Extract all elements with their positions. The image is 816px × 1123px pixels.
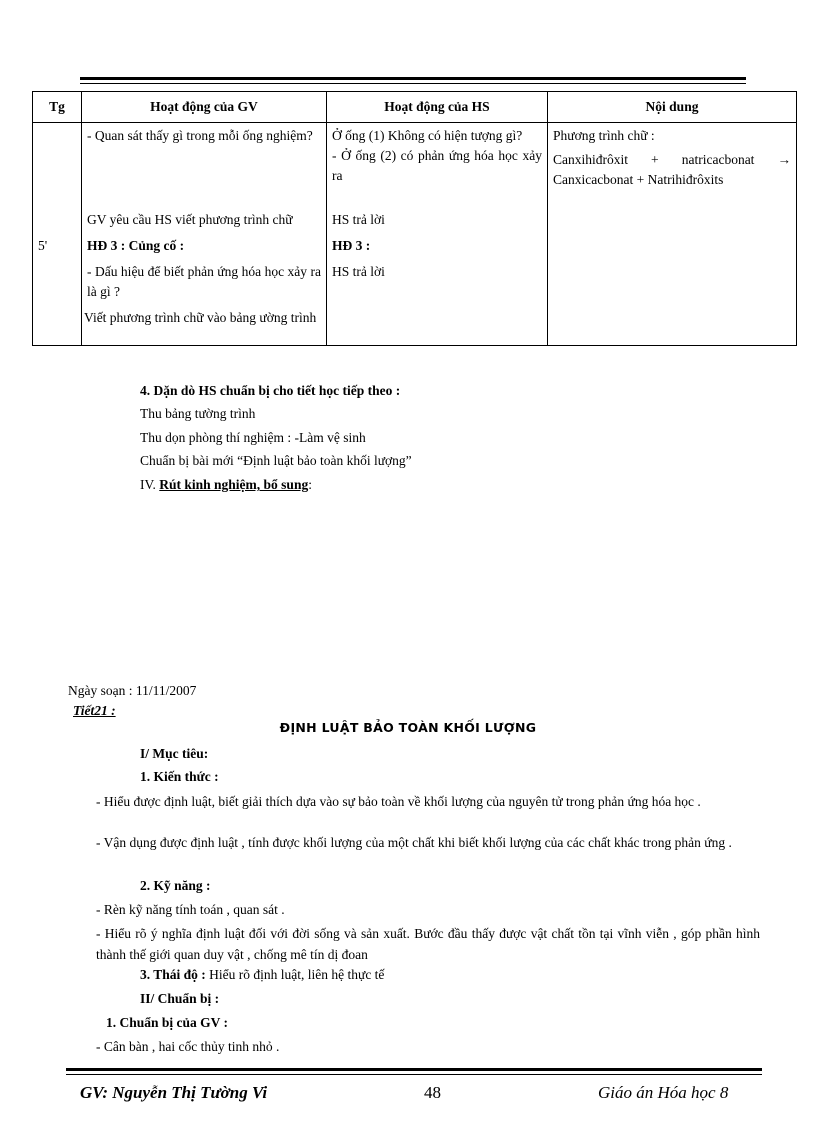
header-rule-thick [80,77,746,80]
period-label: Tiết21 : [73,703,116,718]
footer-rule-thin [66,1074,762,1075]
tg-cell: 5' [33,233,82,259]
attitude-label: 3. Thái độ : [140,967,206,982]
gv-cell: HĐ 3 : Củng cố : [82,233,327,259]
gv-cell: - Dấu hiệu để biết phản ứng hóa học xảy ra là gì ? [82,259,327,305]
footer-rule-thick [66,1068,762,1071]
content-cell [548,305,797,346]
teacher-prep-heading: 1. Chuẩn bị của GV : [106,1015,229,1030]
knowledge-item: - Vận dụng được định luật , tính được khối lượng của một chất khi biết khối lượng của các chất khác trong phản ứng . [96,835,732,850]
footer-teacher: GV: Nguyễn Thị Tường Vi [80,1083,268,1102]
content-cell [548,123,797,208]
skills-item: - Hiểu rõ ý nghĩa định luật đối với đời sống và sản xuất. Bước đầu thấy được vật chất tồn tại vĩnh viễn , góp phần hình thành thế giới quan duy vật , chống mê tín dị đoan [96,926,760,962]
attitude-line [140,966,384,984]
prep-date: Ngày soạn : 11/11/2007 [68,683,197,698]
gv-cell: - Quan sát thấy gì trong mỗi ống nghiệm? [82,123,327,208]
col-header-gv: Hoạt động của GV [82,92,327,123]
skills-heading: 2. Kỹ năng : [140,878,211,893]
skills-item: - Rèn kỹ năng tính toán , quan sát . [96,902,285,917]
homework-heading: 4. Dặn dò HS chuẩn bị cho tiết học tiếp theo : [140,383,401,398]
hs-cell: HĐ 3 : [327,233,548,259]
homework-line: Thu bảng tường trình [140,406,256,421]
prep-item: - Cân bàn , hai cốc thủy tinh nhỏ . [96,1039,280,1054]
col-header-hs: Hoạt động của HS [327,92,548,123]
content-line-2: Canxihiđrôxit + natricacbonat → [553,152,791,167]
table-row [33,123,797,208]
content-line-3: Canxicacbonat + Natrihiđrôxits [553,172,724,187]
table-row [33,259,797,305]
content-line-1: Phương trình chữ : [553,128,655,143]
content-cell [548,233,797,259]
tg-cell [33,259,82,305]
review-section [140,476,312,494]
hs-cell [327,305,548,346]
hs-text-1: Ở ống (1) Không có hiện tượng gì? [332,128,523,143]
lesson-title: ĐỊNH LUẬT BẢO TOÀN KHỐI LƯỢNG [279,720,537,735]
knowledge-heading: 1. Kiến thức : [140,769,219,784]
review-suffix: : [308,477,312,492]
table-header-row [33,92,797,123]
col-header-content: Nội dung [548,92,797,123]
table-row [33,233,797,259]
table-row [33,305,797,346]
hs-cell: HS trả lời [327,259,548,305]
activity-table [32,91,797,346]
footer-subject: Giáo án Hóa học 8 [598,1083,729,1102]
content-cell [548,259,797,305]
homework-line: Chuẩn bị bài mới “Định luật bảo toàn khối lượng” [140,453,412,468]
tg-cell [33,207,82,233]
footer-page-number: 48 [424,1083,441,1102]
col-header-tg: Tg [33,92,82,123]
homework-line: Thu dọn phòng thí nghiệm : -Làm vệ sinh [140,430,366,445]
content-cell [548,207,797,233]
hs-cell: HS trả lời [327,207,548,233]
preparation-heading: II/ Chuẩn bị : [140,991,220,1006]
gv-cell: Viết phương trình chữ vào bảng ường trình [82,305,327,346]
review-label: Rút kinh nghiệm, bổ sung [159,477,309,492]
table-row [33,207,797,233]
objectives-heading: I/ Mục tiêu: [140,746,209,761]
knowledge-item: - Hiểu được định luật, biết giải thích dựa vào sự bảo toàn về khối lượng của nguyên tử trong phản ứng hóa học . [96,794,701,809]
gv-cell: GV yêu cầu HS viết phương trình chữ [82,207,327,233]
review-prefix: IV. [140,477,160,492]
header-rule-thin [80,83,746,84]
tg-cell [33,305,82,346]
tg-cell [33,123,82,208]
hs-text-2: - Ở ống (2) có phản ứng hóa học xảy ra [332,148,542,183]
hs-cell [327,123,548,208]
attitude-text: Hiểu rõ định luật, liên hệ thực tế [205,967,385,982]
